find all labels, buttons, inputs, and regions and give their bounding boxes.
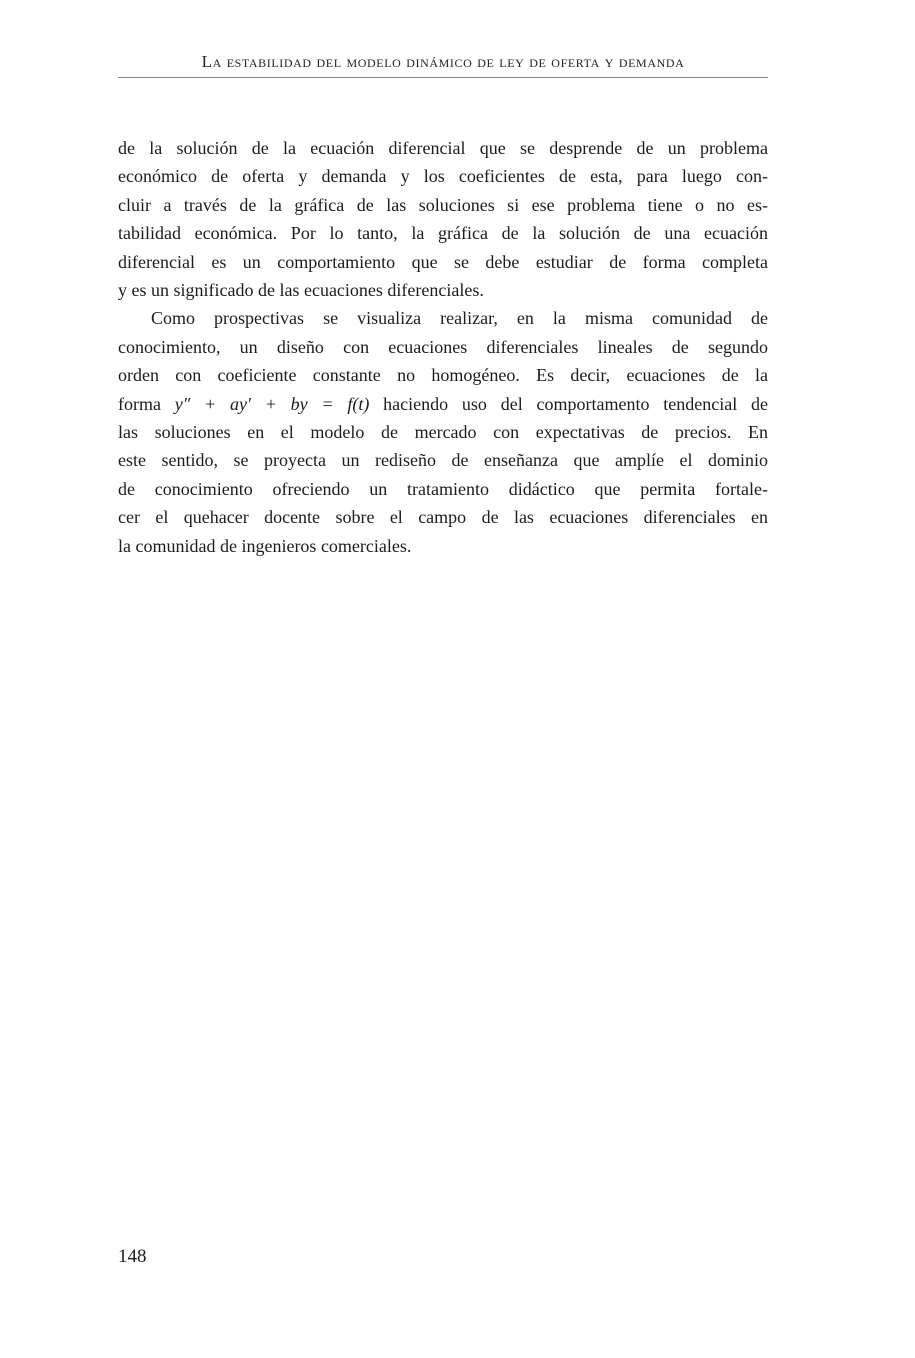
running-head: La estabilidad del modelo dinámico de ley de oferta y demanda	[201, 52, 685, 71]
header-rule	[118, 77, 768, 78]
text-line: de la solución de la ecuación diferencial que se desprende de un problema	[118, 138, 768, 158]
formula-post-text: haciendo uso del comportamento tendencial de	[369, 393, 768, 414]
text-line: diferencial es un comportamiento que se debe estudiar de forma completa	[118, 251, 768, 272]
formula-line	[118, 390, 768, 418]
text-line: de conocimiento ofreciendo un tratamiento didáctico que permita fortale-	[118, 478, 768, 499]
text-line: las soluciones en el modelo de mercado con expectativas de precios. En	[118, 422, 768, 443]
text-line: este sentido, se proyecta un rediseño de enseñanza que amplíe el dominio	[118, 450, 768, 471]
text-line: orden con coeficiente constante no homogéneo. Es decir, ecuaciones de la	[118, 365, 768, 386]
page-number: 148	[118, 1246, 147, 1267]
text-line: la comunidad de ingenieros comerciales.	[118, 535, 412, 556]
formula-pre-text: forma	[118, 393, 175, 414]
text-line: y es un significado de las ecuaciones diferenciales.	[118, 280, 484, 301]
body-text	[118, 134, 768, 560]
text-line: tabilidad económica. Por lo tanto, la gráfica de la solución de una ecuación	[118, 223, 768, 244]
text-line: cer el quehacer docente sobre el campo de las ecuaciones diferenciales en	[118, 507, 768, 528]
text-line: Como prospectivas se visualiza realizar, en la misma comunidad de	[151, 308, 768, 329]
text-line: conocimiento, un diseño con ecuaciones diferenciales lineales de segundo	[118, 336, 768, 357]
differential-equation-formula: y″ + ay′ + by = f(t)	[174, 393, 370, 414]
text-line: cluir a través de la gráfica de las soluciones si ese problema tiene o no es-	[118, 194, 768, 215]
text-line: económico de oferta y demanda y los coeficientes de esta, para luego con-	[118, 166, 768, 187]
